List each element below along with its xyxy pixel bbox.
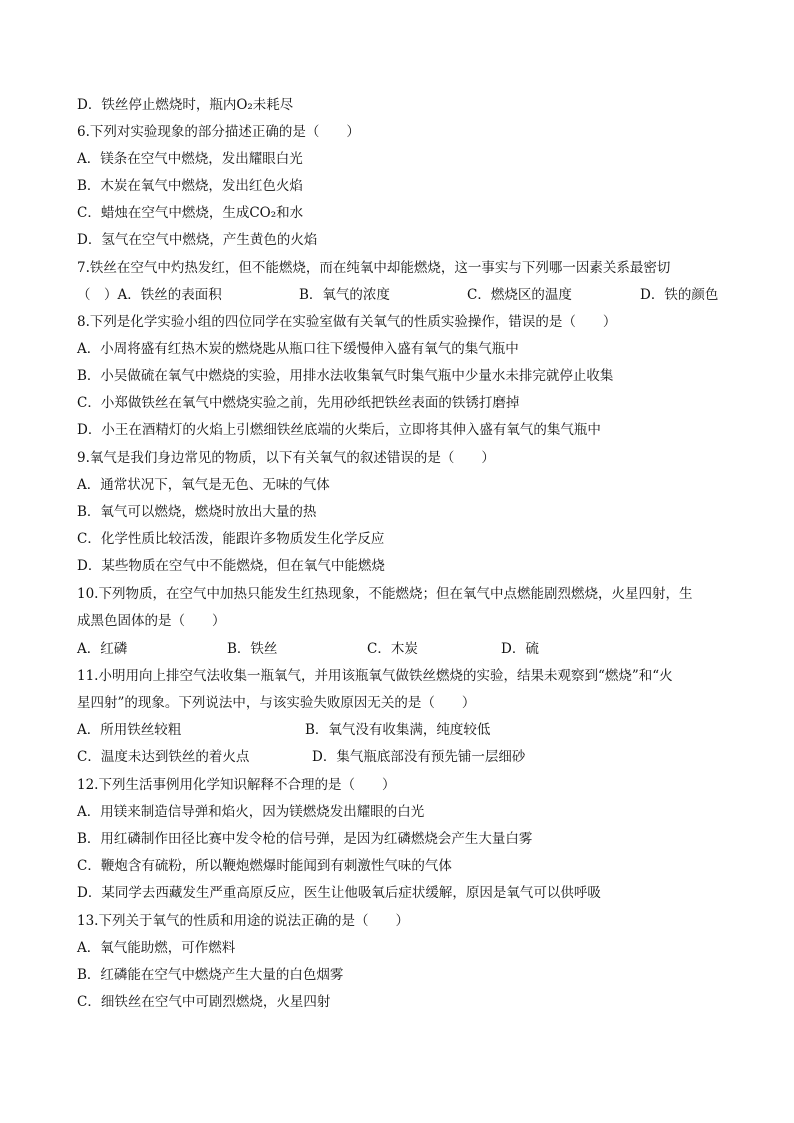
q10-option-d: D．硫 <box>501 641 539 657</box>
q8-stem: 8.下列是化学实验小组的四位同学在实验室做有关氧气的性质实验操作，错误的是（ ） <box>77 314 617 330</box>
q9-option-b: B．氧气可以燃烧，燃烧时放出大量的热 <box>77 504 317 520</box>
q10-options <box>77 640 724 658</box>
q6-option-d: D．氢气在空气中燃烧，产生黄色的火焰 <box>77 232 318 248</box>
q8-option-d: D．小王在酒精灯的火焰上引燃细铁丝底端的火柴后，立即将其伸入盛有氧气的集气瓶中 <box>77 422 601 438</box>
q9-option-a: A．通常状况下，氧气是无色、无味的气体 <box>77 477 330 493</box>
q8-option-b: B．小吴做硫在氧气中燃烧的实验，用排水法收集氧气时集气瓶中少量水未排完就停止收集 <box>77 368 614 384</box>
q11-option-b: B．氧气没有收集满，纯度较低 <box>305 722 491 738</box>
q13-option-a: A．氧气能助燃，可作燃料 <box>77 940 236 956</box>
q8-option-c: C．小郑做铁丝在氧气中燃烧实验之前，先用砂纸把铁丝表面的铁锈打磨掉 <box>77 395 520 411</box>
q12-option-a: A．用镁来制造信导弹和焰火，因为镁燃烧发出耀眼的白光 <box>77 804 425 820</box>
q6-stem: 6.下列对实验现象的部分描述正确的是（ ） <box>77 124 360 140</box>
q5-option-d: D．铁丝停止燃烧时，瓶内O₂未耗尽 <box>77 97 294 113</box>
q13-option-b: B．红磷能在空气中燃烧产生大量的白色烟雾 <box>77 967 344 983</box>
q12-option-c: C．鞭炮含有硫粉，所以鞭炮燃爆时能闻到有刺激性气味的气体 <box>77 858 452 874</box>
q12-option-d: D．某同学去西藏发生严重高原反应，医生让他吸氧后症状缓解，原因是氧气可以供呼吸 <box>77 885 601 901</box>
q10-option-a: A．红磷 <box>77 641 128 657</box>
q10-stem-line1: 10.下列物质，在空气中加热只能发生红热现象，不能燃烧；但在氧气中点燃能剧烈燃烧，火星四射，生 <box>77 586 693 602</box>
q7-option-c: C．燃烧区的温度 <box>467 287 572 303</box>
q7-option-a: （ ）A．铁丝的表面积 <box>77 287 222 303</box>
q7-options <box>77 286 724 304</box>
q10-stem-line2: 成黑色固体的是（ ） <box>77 613 226 629</box>
q7-stem: 7.铁丝在空气中灼热发红，但不能燃烧，而在纯氧中却能燃烧，这一事实与下列哪一因素关系最密切 <box>77 260 671 276</box>
q11-option-d: D．集气瓶底部没有预先铺一层细砂 <box>312 749 526 765</box>
q12-stem: 12.下列生活事例用化学知识解释不合理的是（ ） <box>77 777 396 793</box>
q10-option-b: B．铁丝 <box>227 641 278 657</box>
q11-stem-line2: 星四射”的现象。下列说法中，与该实验失败原因无关的是（ ） <box>77 695 476 711</box>
q6-option-b: B．木炭在氧气中燃烧，发出红色火焰 <box>77 178 303 194</box>
q9-option-d: D．某些物质在空气中不能燃烧，但在氧气中能燃烧 <box>77 558 385 574</box>
q11-stem-line1: 11.小明用向上排空气法收集一瓶氧气，并用该瓶氧气做铁丝燃烧的实验，结果未观察到“燃烧”和“火 <box>77 668 673 684</box>
q9-option-c: C．化学性质比较活泼，能跟许多物质发生化学反应 <box>77 531 385 547</box>
q8-option-a: A．小周将盛有红热木炭的燃烧匙从瓶口往下缓慢伸入盛有氧气的集气瓶中 <box>77 341 519 357</box>
q11-options-row1 <box>77 721 724 739</box>
q13-option-c: C．细铁丝在空气中可剧烈燃烧，火星四射 <box>77 994 331 1010</box>
q9-stem: 9.氧气是我们身边常见的物质，以下有关氧气的叙述错误的是（ ） <box>77 450 495 466</box>
q6-option-a: A．镁条在空气中燃烧，发出耀眼白光 <box>77 151 303 167</box>
q12-option-b: B．用红磷制作田径比赛中发令枪的信号弹，是因为红磷燃烧会产生大量白雾 <box>77 831 533 847</box>
q10-option-c: C．木炭 <box>367 641 418 657</box>
q7-option-b: B．氧气的浓度 <box>299 287 390 303</box>
q11-option-a: A．所用铁丝较粗 <box>77 722 182 738</box>
q13-stem: 13.下列关于氧气的性质和用途的说法正确的是（ ） <box>77 913 409 929</box>
q11-options-row2 <box>77 748 724 766</box>
q7-option-d: D．铁的颜色 <box>640 287 719 303</box>
q11-option-c: C．温度未达到铁丝的着火点 <box>77 749 250 765</box>
q6-option-c: C．蜡烛在空气中燃烧，生成CO₂和水 <box>77 205 304 221</box>
